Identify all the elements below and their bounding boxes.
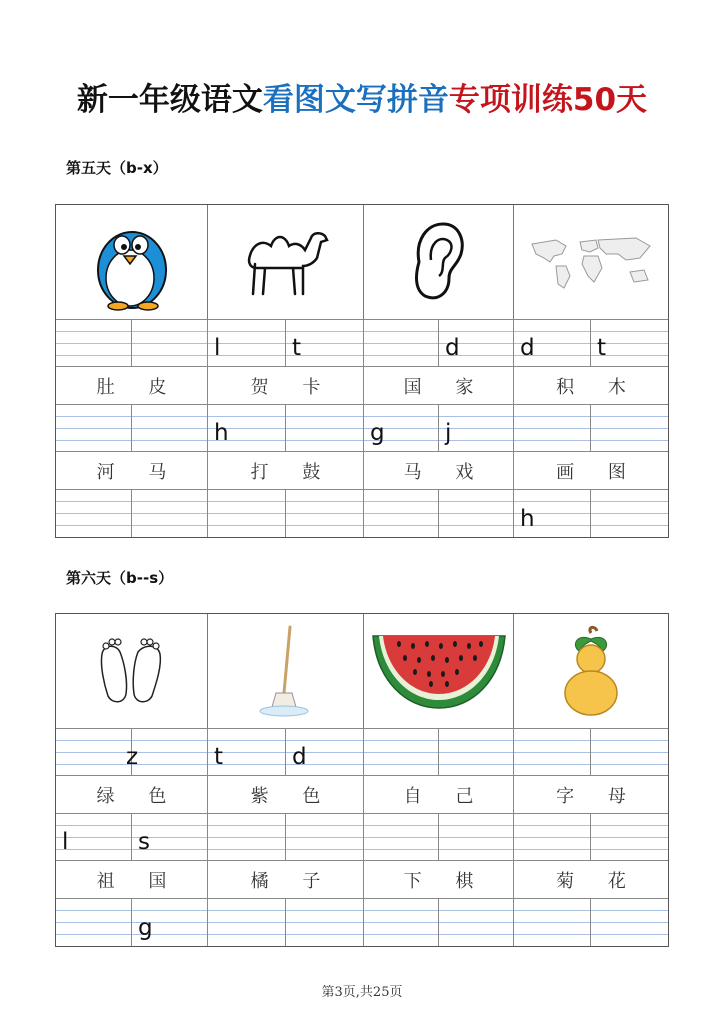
pinyin-letter: j [445,420,452,446]
word-text: 下 棋 [403,870,488,892]
pinyin-letter: h [520,506,535,532]
picture-row [56,205,668,320]
pinyin-cell[interactable] [591,814,668,860]
word-text: 祖 国 [96,870,181,892]
pinyin-cell[interactable] [591,729,668,775]
day5-grid [55,204,669,538]
word-text: 打 鼓 [250,461,335,483]
pinyin-letter: t [597,335,607,361]
ear-icon [411,220,467,304]
pinyin-cell[interactable] [364,490,439,537]
pinyin-cell[interactable] [56,899,132,946]
picture-cell [514,614,668,728]
word-text: 国 家 [403,376,488,398]
word-text: 马 戏 [403,461,488,483]
pinyin-cell[interactable] [439,899,514,946]
pinyin-cell[interactable] [514,729,591,775]
pinyin-cell[interactable] [439,814,514,860]
pinyin-cell[interactable] [286,899,364,946]
pinyin-letter: l [214,335,221,361]
camel-icon [241,224,331,300]
pinyin-cell[interactable] [286,729,364,775]
pinyin-letter: t [292,335,302,361]
mop-icon [256,623,316,719]
pinyin-cell[interactable] [56,320,132,366]
picture-cell [364,614,514,728]
pinyin-cell[interactable] [208,320,286,366]
word-text: 字 母 [556,785,640,807]
word-cell [364,861,514,898]
picture-cell [208,614,364,728]
pinyin-cell[interactable] [364,814,439,860]
word-cell [56,452,208,489]
pinyin-cell[interactable] [56,814,132,860]
pinyin-cell[interactable] [286,405,364,451]
pinyin-letter: g [370,420,385,446]
pinyin-cell[interactable] [208,405,286,451]
gourd-icon [559,623,623,719]
word-row [56,861,668,899]
world-map-icon [526,232,656,292]
word-text: 绿 色 [96,785,181,807]
pinyin-cell[interactable] [132,320,208,366]
pinyin-cell[interactable] [56,729,132,775]
word-cell [364,776,514,813]
word-cell [514,367,668,404]
pinyin-cell[interactable] [56,405,132,451]
word-cell [364,452,514,489]
pinyin-cell[interactable] [439,490,514,537]
pinyin-row [56,320,668,367]
picture-row [56,614,668,729]
pinyin-letter: t [214,744,224,770]
pinyin-cell[interactable] [591,490,668,537]
word-text: 菊 花 [556,870,640,892]
day6-grid [55,613,669,947]
pinyin-letter: d [445,335,460,361]
pinyin-cell[interactable] [439,405,514,451]
word-cell [208,861,364,898]
pinyin-letter: s [138,829,150,855]
pinyin-cell[interactable] [514,490,591,537]
footprints-icon [94,636,170,706]
pinyin-cell[interactable] [364,729,439,775]
word-text: 橘 子 [250,870,335,892]
word-text: 自 己 [403,785,488,807]
pinyin-cell[interactable] [514,899,591,946]
word-cell [364,367,514,404]
pinyin-cell[interactable] [514,814,591,860]
pinyin-cell[interactable] [56,490,132,537]
word-cell [514,776,668,813]
pinyin-letter: g [138,915,153,941]
pinyin-cell[interactable] [591,899,668,946]
picture-cell [364,205,514,319]
word-cell [56,367,208,404]
pinyin-cell[interactable] [364,899,439,946]
picture-cell [56,205,208,319]
word-text: 积 木 [556,376,640,398]
pinyin-cell[interactable] [286,490,364,537]
pinyin-cell[interactable] [514,320,591,366]
pinyin-cell[interactable] [591,405,668,451]
pinyin-cell[interactable] [132,490,208,537]
pinyin-cell[interactable] [439,729,514,775]
pinyin-cell[interactable] [286,320,364,366]
pinyin-letter: d [520,335,535,361]
page-footer: 第3页,共25页 [321,985,403,1000]
title-part-red: 专项训练50天 [448,82,648,118]
pinyin-letter: h [214,420,229,446]
day6-heading: 第六天（b--s） [66,569,174,587]
word-cell [208,367,364,404]
pinyin-row [56,490,668,537]
watermelon-icon [369,630,509,712]
title-part-black: 新一年级语文 [76,82,263,118]
pinyin-letter: z [126,744,139,770]
pinyin-cell[interactable] [132,899,208,946]
pinyin-cell[interactable] [126,729,208,775]
page-title [0,74,724,119]
word-cell [208,452,364,489]
pinyin-cell[interactable] [132,814,208,860]
pinyin-cell[interactable] [591,320,668,366]
word-row [56,776,668,814]
pinyin-row [56,814,668,861]
pinyin-cell[interactable] [514,405,591,451]
pinyin-row [56,729,668,776]
pinyin-cell[interactable] [132,405,208,451]
word-cell [514,861,668,898]
word-text: 肚 皮 [96,376,181,398]
word-cell [514,452,668,489]
pinyin-cell[interactable] [208,814,286,860]
word-cell [56,861,208,898]
word-text: 画 图 [556,461,640,483]
word-cell [56,776,208,813]
word-row [56,452,668,490]
pinyin-cell[interactable] [208,899,286,946]
pinyin-cell[interactable] [364,320,439,366]
pinyin-cell[interactable] [208,490,286,537]
pinyin-cell[interactable] [439,320,514,366]
pinyin-cell[interactable] [286,814,364,860]
word-text: 河 马 [96,461,181,483]
picture-cell [56,614,208,728]
pinyin-row [56,405,668,452]
picture-cell [208,205,364,319]
title-part-blue: 看图文写拼音 [262,82,449,118]
word-text: 贺 卡 [250,376,335,398]
penguin-icon [90,212,174,312]
picture-cell [514,205,668,319]
pinyin-row [56,899,668,946]
day5-heading: 第五天（b-x） [66,159,168,177]
word-cell [208,776,364,813]
word-text: 紫 色 [250,785,335,807]
word-row [56,367,668,405]
pinyin-letter: d [292,744,307,770]
pinyin-cell[interactable] [364,405,439,451]
pinyin-letter: l [62,829,69,855]
pinyin-cell[interactable] [208,729,286,775]
